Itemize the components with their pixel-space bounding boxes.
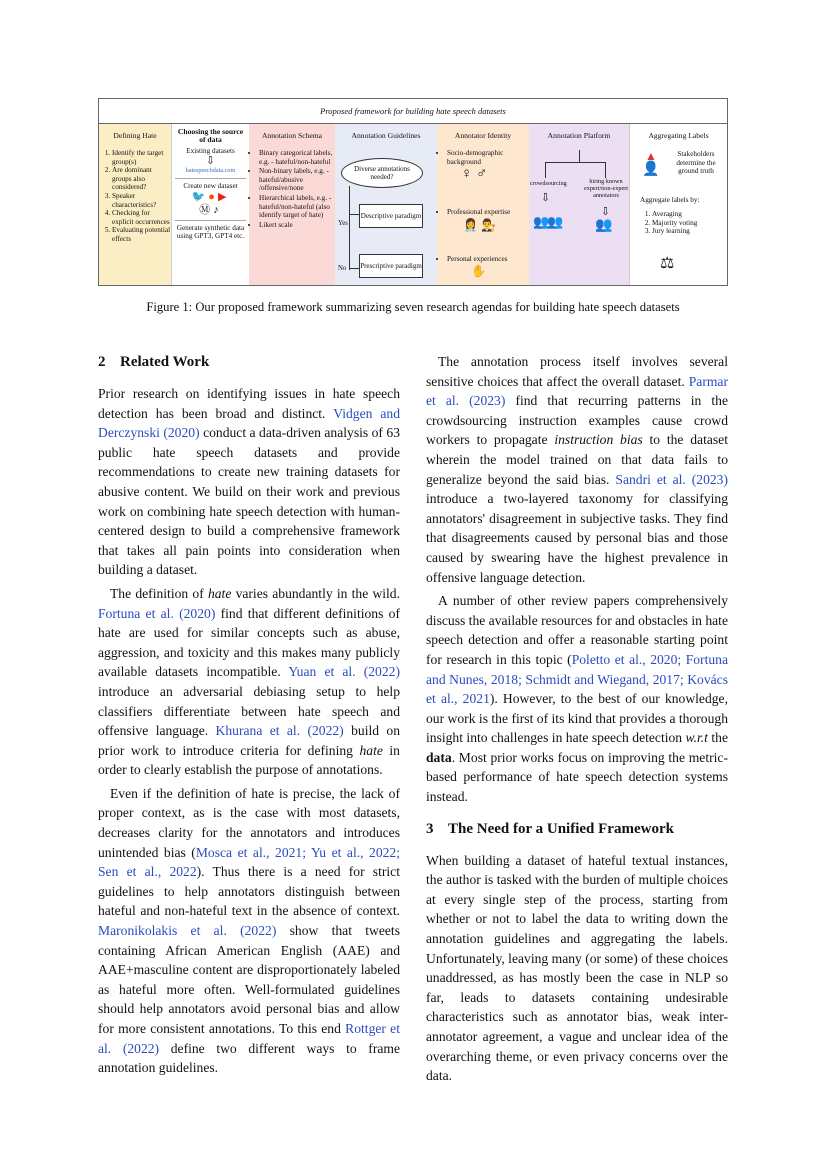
citation-link[interactable]: Poletto et al., 2020; Fortuna and Nunes, 2018; Schmidt and Wiegand, 2017; Kovács et al., 2021 [426,651,728,707]
citation-link[interactable]: Sandri et al. (2023) [615,471,728,487]
text: varies abundantly in the wild. [235,585,401,601]
citation-link[interactable]: Maronikolakis et al. (2022) [98,923,277,939]
text: ). Thus there is a need for strict guidelines to help annotators distinguish between hateful and non-hateful text in the absence of context. [98,864,400,919]
citation-link[interactable]: Parmar et al. (2023) [426,373,728,409]
prescriptive-paradigm-box: Prescriptive paradigm [359,254,423,278]
column-annotation-platform [529,124,629,285]
column-data-source [171,124,249,285]
youtube-icon: ▶ [217,190,230,203]
people-icon: 👤 [642,162,660,177]
divider [175,178,246,179]
paragraph: When building a dataset of hateful textual instances, the author is tasked with the burden of multiple choices at every single step of the process, starting from whether or not to label the data to writing down the annotation guidelines and aggregating the labels. Unfortunately, leaving many (or some) of these choices unaddressed, as has mostly been the case in NLP so far, leads to datasets containing undesirable characteristics such as annotator bias, weak inter-annotator agreement, a vague and unclear idea of the overarching theme, or even privacy concerns over the data. [426,852,728,1084]
text: build on prior work to introduce criteria for defining [98,723,400,758]
emphasis: w.r.t [685,730,708,746]
paragraph [426,591,728,807]
column-defining-hate [99,124,171,285]
list-item: 5. Evaluating potential effects [112,226,171,243]
existing-datasets-block [172,147,249,175]
citation-link[interactable]: Rottger et al. (2022) [98,1021,400,1056]
text: show that tweets containing African American English (AAE) and AAE+masculine content are disproportionately labeled as hateful more often. Well-formulated guidelines should help annotators avoid personal bias and allow for more consistent annotations. To this end [98,923,400,1036]
column-header: Annotation Guidelines [351,130,421,140]
list-item: 3. Jury learning [652,227,697,236]
column-annotation-guidelines [335,124,437,285]
text: find that different definitions of hate are used for similar concepts such as abuse, aggression, and toxicity and this makes many publicly available datasets incompatible. [98,605,400,680]
citation-link[interactable]: Khurana et al. (2022) [215,723,344,739]
list-item: • Likert scale [259,221,335,230]
dataset-url: hatespeechdata.com [185,166,236,174]
divider [175,220,246,221]
figure-title: Proposed framework for building hate speech datasets [99,99,727,124]
paragraph [98,384,400,580]
figure-caption: Figure 1: Our proposed framework summarizing seven research agendas for building hate speech datasets [146,300,680,314]
warning-icon: ▲ [645,149,657,163]
citation-link[interactable]: Vidgen and Derczynski (2020) [98,405,401,441]
reddit-icon: ● [208,190,218,203]
list-item [447,255,529,280]
text: Even if the definition of hate is precise, the lack of proper context, as is the case with most datasets, decreases clarity for the annotators and introduces unintended bias ( [98,785,400,860]
column-annotation-schema [249,124,335,285]
flow-line [349,214,359,215]
identity-item-text: • Professional expertise [447,208,511,217]
decision-question: Diverse annotations needed? [341,158,423,188]
citation-link[interactable]: Fortuna et al. (2020) [98,605,216,621]
section-heading-unified-framework [426,819,728,839]
flow-line [605,162,606,178]
schema-list [249,149,335,229]
section-number: 3 [426,820,434,837]
list-item: 2. Are dominant groups also considered? [112,166,171,192]
social-media-icons-2 [175,204,246,217]
list-item [447,208,529,233]
column-aggregating-labels [629,124,727,285]
stakeholders-text: Stakeholders determine the ground truth [676,150,716,176]
experts-icon: 👥 [595,218,613,233]
mastodon-icon: Ⓜ [199,203,214,216]
framework-figure [98,98,728,286]
list-item: • Non-binary labels, e.g. - hateful/abusive /offensive/none [259,167,335,193]
flow-line [579,150,580,162]
text: The annotation process itself involves several sensitive choices that affect the overall dataset. [426,354,728,389]
defining-hate-list [99,149,171,244]
tiktok-icon: ♪ [213,203,222,216]
left-column [98,352,400,1078]
text: . Most prior works focus on improving the metric-based performance of hate speech detection systems instead. [426,749,728,805]
arrow-down-icon: ⇩ [541,192,551,204]
existing-datasets-label: Existing datasets [186,147,235,155]
column-header: Annotation Platform [547,130,611,140]
section-title: Related Work [120,354,210,370]
text: in order to clearly establish the purpose of annotations. [98,742,400,778]
emphasis: hate [207,585,232,601]
text: introduce an adversarial debiasing setup to help classifiers differentiate between hate speech and offensive language. [98,683,400,739]
text: A number of other review papers comprehensively discuss the available resources for and obstacles in hate speech detection and offer a reasonable starting point for research in this topic ( [426,593,728,667]
text: find that recurring patterns in the crowdsourcing instruction examples cause crowd workers to propagate [426,393,728,448]
column-header: Defining Hate [113,130,157,140]
twitter-icon: 🐦 [191,190,209,203]
new-dataset-label: Create new dataset [183,182,238,191]
text: introduce a two-layered taxonomy for classifying annotators' disagreement in subjective tasks. They find that disagreements caused by personal bias and those caused by swearing have the highest prevalence in offensive language detection. [426,491,728,585]
flow-line [349,186,350,270]
arrow-down-icon: ⇩ [205,154,216,167]
column-header: Aggregating Labels [648,130,709,140]
list-item: 4. Checking for explicit occurrences [112,209,171,226]
emphasis: instruction bias [554,432,643,448]
citation-link[interactable]: Mosca et al., 2021; Yu et al., 2022; Sen et al., 2022 [98,844,400,880]
identity-item-text: • Socio-demographic background [447,149,504,166]
arrow-down-icon: ⇩ [601,206,611,218]
hands-icon: ✋ [471,264,486,279]
citation-link[interactable]: Yuan et al. (2022) [288,664,400,680]
crowd-icon: 👥👥 [533,214,562,229]
flow-line [349,268,359,269]
bold-text: data [426,749,452,765]
crowdsourcing-label: crowdsourcing [530,180,567,187]
list-item: 3. Speaker characteristics? [112,192,171,209]
no-label: No [338,265,347,272]
aggregate-methods-list [630,210,697,236]
paragraph [98,784,400,1078]
section-heading-related-work [98,352,400,372]
text: The definition of [110,585,204,601]
text: to the dataset wherein the model trained on that data fails to generalize beyond the said bias. [426,432,728,487]
text: define two different ways to frame annotation guidelines. [98,1040,400,1076]
identity-list [437,149,529,279]
column-header: Annotator Identity [454,130,512,140]
paragraph [426,352,728,587]
list-item: 2. Majority voting [652,219,697,228]
new-dataset-block [172,182,249,217]
stakeholders-icon-group [636,150,666,178]
yes-label: Yes [338,220,348,227]
hiring-label: hiring known expert/non-expert annotators [584,178,628,199]
column-annotator-identity [437,124,529,285]
right-column [426,352,728,1086]
aggregate-by-label: Aggregate labels by: [640,196,700,204]
identity-item-text: • Personal experiences [447,254,508,263]
text: the [711,730,728,746]
list-item: 1. Averaging [652,210,697,219]
gender-icon: ♀ ♂ [461,166,488,183]
professional-icon: 👩‍⚕ 👨‍⚖ [463,217,496,232]
list-item: 1. Identify the target group(s) [112,149,171,166]
section-number: 2 [98,354,106,370]
section-title: The Need for a Unified Framework [448,820,674,837]
paragraph [98,584,400,780]
text: conduct a data-driven analysis of 63 public hate speech datasets and provide recommendations to create new training datasets for abusive content. We build on their work and previous work on combining hate speech detection with human-centered design to build a comprehensive framework that takes all pain points into consideration when building a dataset. [98,425,400,578]
jury-icon: ⚖ [660,255,675,272]
synthetic-data-label: Generate synthetic data using GPT3, GPT4 etc. [176,223,245,241]
flow-line [545,162,605,163]
emphasis: hate [359,742,383,758]
list-item: • Hierarchical labels, e.g. - hateful/non-hateful (also identify target of hate) [259,194,335,220]
list-item: • Binary categorical labels, e.g. - hateful/non-hateful [259,149,335,166]
column-header: Annotation Schema [261,130,323,140]
column-header: Choosing the source of data [177,126,244,144]
text: Prior research on identifying issues in hate speech detection has been broad and distinct. [98,386,400,421]
descriptive-paradigm-box: Descriptive paradigm [359,204,423,228]
text: ). However, to the best of our knowledge, our work is the first of its kind that provides a thorough insight into challenges in hate speech detection [426,691,728,746]
flow-line [545,162,546,178]
social-media-icons [175,191,246,204]
list-item [447,149,529,182]
